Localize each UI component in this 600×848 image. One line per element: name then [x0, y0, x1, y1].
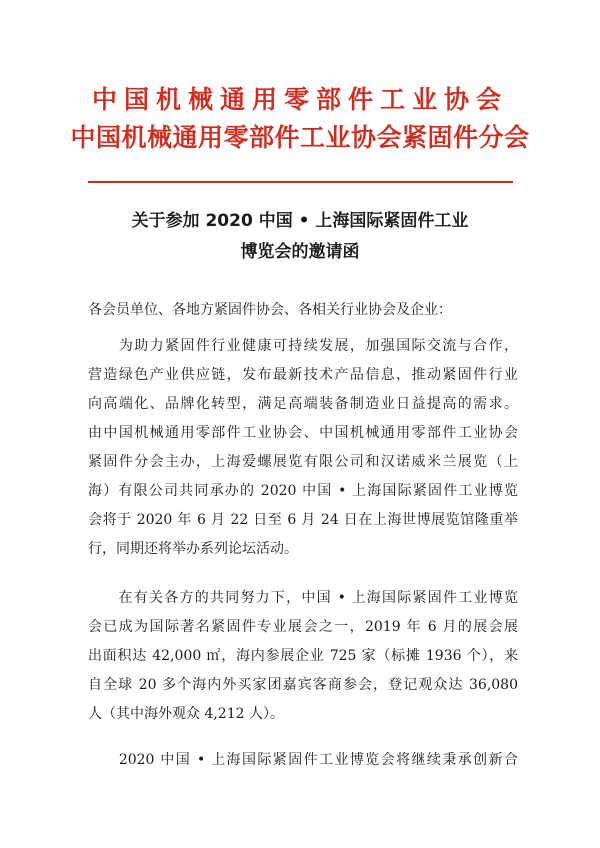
paragraph-line: 在有关各方的共同努力下，中国 • 上海国际紧固件工业博览	[88, 590, 518, 606]
paragraph-line: 自全球 20 多个海内外买家团嘉宾客商参会，登记观众达 36,080	[88, 677, 518, 693]
paragraph-line: 会已成为国际著名紧固件专业展会之一，2019 年 6 月的展会展	[88, 619, 518, 635]
salutation: 各会员单位、各地方紧固件协会、各相关行业协会及企业：	[88, 302, 452, 318]
paragraph-line: 2020 中国 • 上海国际紧固件工业博览会将继续秉承创新合	[88, 752, 518, 768]
paragraph-line: 出面积达 42,000 ㎡，海内参展企业 725 家（标摊 1936 个），来	[88, 648, 518, 664]
document-title-line1: 关于参加 2020 中国 • 上海国际紧固件工业	[131, 211, 469, 231]
paragraph-intro	[88, 332, 518, 564]
paragraph-line: 海）有限公司共同承办的 2020 中国 • 上海国际紧固件工业博览	[88, 483, 518, 499]
paragraph-line: 营造绿色产业供应链，发布最新技术产品信息，推动紧固件行业	[88, 367, 518, 383]
paragraph-line: 行，同期还将举办系列论坛活动。	[88, 541, 298, 557]
header-divider	[88, 181, 513, 183]
paragraph-line: 为助力紧固件行业健康可持续发展，加强国际交流与合作，	[88, 338, 518, 354]
paragraph-line: 会将于 2020 年 6 月 22 日至 6 月 24 日在上海世博展览馆隆重举	[88, 512, 518, 528]
paragraph-line: 人（其中海外观众 4,212 人）。	[88, 706, 284, 722]
paragraph-continuation	[88, 746, 518, 775]
paragraph-line: 由中国机械通用零部件工业协会、中国机械通用零部件工业协会	[88, 425, 518, 441]
document-title-line2: 博览会的邀请函	[240, 242, 360, 262]
paragraph-history	[88, 584, 518, 729]
paragraph-line: 紧固件分会主办，上海爱螺展览有限公司和汉诺威米兰展览（上	[88, 454, 518, 470]
header-org-name: 中国机械通用零部件工业协会	[91, 85, 508, 114]
header-org-subname: 中国机械通用零部件工业协会紧固件分会	[70, 123, 530, 152]
paragraph-line: 向高端化、品牌化转型，满足高端装备制造业日益提高的需求。	[88, 396, 518, 412]
